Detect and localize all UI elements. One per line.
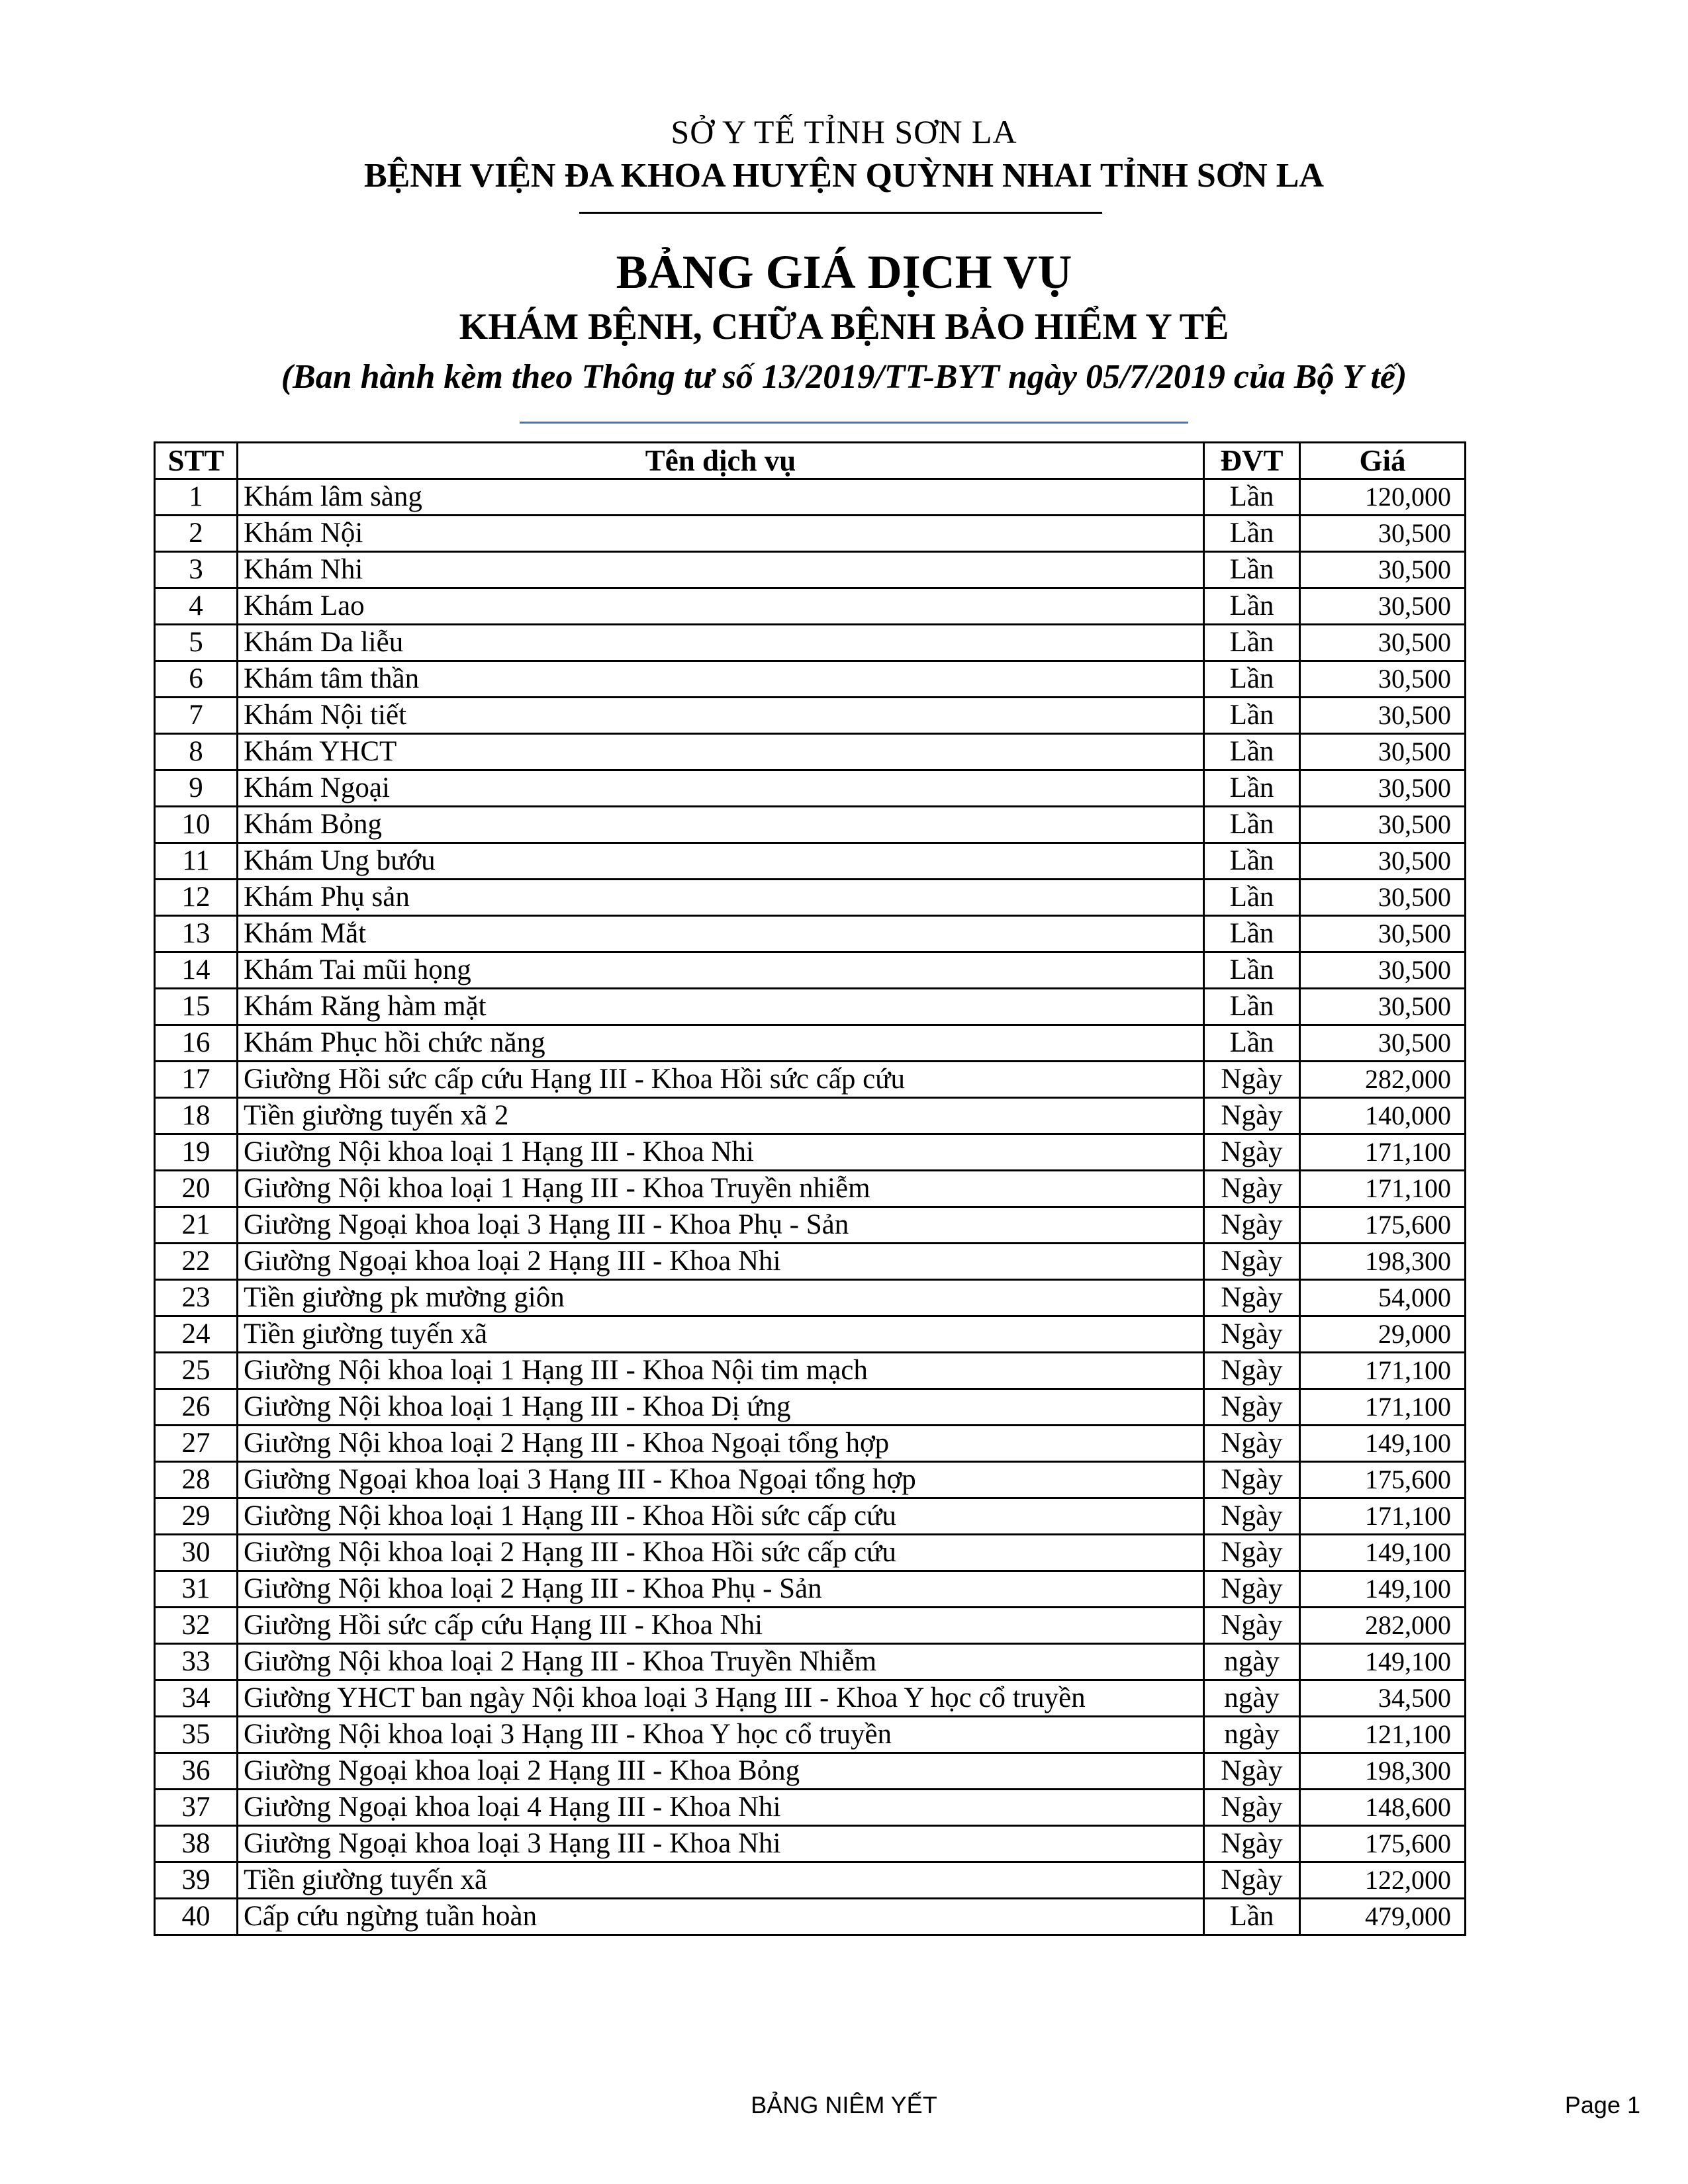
cell-service-name: Giường Hồi sức cấp cứu Hạng III - Khoa Hồi sức cấp cứu — [238, 1062, 1204, 1098]
cell-service-name: Khám Da liễu — [238, 625, 1204, 661]
cell-stt: 27 — [155, 1426, 238, 1462]
table-row — [155, 479, 1466, 516]
cell-price: 175,600 — [1300, 1207, 1466, 1244]
cell-unit: Lần — [1204, 770, 1300, 807]
cell-price: 30,500 — [1300, 661, 1466, 698]
cell-price: 30,500 — [1300, 552, 1466, 588]
cell-price: 30,500 — [1300, 698, 1466, 734]
table-row — [155, 989, 1466, 1025]
cell-service-name: Giường YHCT ban ngày Nội khoa loại 3 Hạng III - Khoa Y học cổ truyền — [238, 1680, 1204, 1717]
cell-unit: Lần — [1204, 880, 1300, 916]
cell-service-name: Khám Phục hồi chức năng — [238, 1025, 1204, 1062]
cell-price: 30,500 — [1300, 880, 1466, 916]
table-row — [155, 698, 1466, 734]
cell-service-name: Tiền giường tuyến xã — [238, 1316, 1204, 1353]
cell-stt: 36 — [155, 1753, 238, 1790]
cell-unit: Ngày — [1204, 1753, 1300, 1790]
cell-service-name: Tiền giường tuyến xã — [238, 1862, 1204, 1899]
table-row — [155, 1826, 1466, 1862]
cell-unit: Ngày — [1204, 1426, 1300, 1462]
cell-stt: 19 — [155, 1134, 238, 1171]
cell-price: 171,100 — [1300, 1134, 1466, 1171]
cell-stt: 20 — [155, 1171, 238, 1207]
cell-stt: 39 — [155, 1862, 238, 1899]
cell-service-name: Tiền giường pk mường giôn — [238, 1280, 1204, 1316]
table-row — [155, 1790, 1466, 1826]
table-row — [155, 1899, 1466, 1935]
table-row — [155, 625, 1466, 661]
cell-stt: 34 — [155, 1680, 238, 1717]
cell-price: 175,600 — [1300, 1826, 1466, 1862]
cell-price: 122,000 — [1300, 1862, 1466, 1899]
cell-price: 140,000 — [1300, 1098, 1466, 1134]
cell-unit: Ngày — [1204, 1134, 1300, 1171]
column-header-name: Tên dịch vụ — [238, 443, 1204, 479]
table-row — [155, 1207, 1466, 1244]
cell-stt: 29 — [155, 1498, 238, 1535]
cell-price: 30,500 — [1300, 843, 1466, 880]
table-row — [155, 1535, 1466, 1571]
cell-stt: 24 — [155, 1316, 238, 1353]
department-name: SỞ Y TẾ TỈNH SƠN LA — [671, 113, 1017, 150]
cell-stt: 30 — [155, 1535, 238, 1571]
table-row — [155, 1244, 1466, 1280]
cell-service-name: Khám Lao — [238, 588, 1204, 625]
cell-service-name: Khám Nội — [238, 516, 1204, 552]
cell-unit: Lần — [1204, 807, 1300, 843]
table-body — [155, 479, 1466, 1935]
table-row — [155, 952, 1466, 989]
cell-price: 30,500 — [1300, 625, 1466, 661]
cell-unit: Ngày — [1204, 1207, 1300, 1244]
table-row — [155, 661, 1466, 698]
cell-unit: ngày — [1204, 1680, 1300, 1717]
cell-price: 30,500 — [1300, 916, 1466, 952]
cell-service-name: Khám lâm sàng — [238, 479, 1204, 516]
cell-unit: Ngày — [1204, 1826, 1300, 1862]
cell-unit: Ngày — [1204, 1535, 1300, 1571]
cell-unit: ngày — [1204, 1717, 1300, 1753]
cell-stt: 9 — [155, 770, 238, 807]
cell-unit: Lần — [1204, 516, 1300, 552]
cell-price: 171,100 — [1300, 1389, 1466, 1426]
cell-price: 149,100 — [1300, 1535, 1466, 1571]
cell-service-name: Giường Hồi sức cấp cứu Hạng III - Khoa Nhi — [238, 1608, 1204, 1644]
cell-stt: 17 — [155, 1062, 238, 1098]
legal-basis: (Ban hành kèm theo Thông tư số 13/2019/TT-BYT ngày 05/7/2019 của Bộ Y tế) — [281, 358, 1407, 396]
table-row — [155, 1062, 1466, 1098]
column-header-unit: ĐVT — [1204, 443, 1300, 479]
cell-stt: 28 — [155, 1462, 238, 1498]
cell-stt: 11 — [155, 843, 238, 880]
cell-unit: Ngày — [1204, 1790, 1300, 1826]
cell-service-name: Giường Ngoại khoa loại 4 Hạng III - Khoa Nhi — [238, 1790, 1204, 1826]
cell-service-name: Giường Ngoại khoa loại 2 Hạng III - Khoa Nhi — [238, 1244, 1204, 1280]
cell-price: 171,100 — [1300, 1498, 1466, 1535]
cell-price: 30,500 — [1300, 588, 1466, 625]
cell-service-name: Cấp cứu ngừng tuần hoàn — [238, 1899, 1204, 1935]
table-row — [155, 1098, 1466, 1134]
cell-service-name: Giường Nội khoa loại 2 Hạng III - Khoa Ngoại tổng hợp — [238, 1426, 1204, 1462]
title-divider — [520, 422, 1188, 424]
table-row — [155, 1316, 1466, 1353]
cell-stt: 14 — [155, 952, 238, 989]
cell-price: 54,000 — [1300, 1280, 1466, 1316]
cell-stt: 3 — [155, 552, 238, 588]
cell-service-name: Giường Nội khoa loại 2 Hạng III - Khoa Phụ - Sản — [238, 1571, 1204, 1608]
cell-price: 479,000 — [1300, 1899, 1466, 1935]
cell-service-name: Giường Nội khoa loại 1 Hạng III - Khoa Truyền nhiễm — [238, 1171, 1204, 1207]
table-row — [155, 516, 1466, 552]
cell-service-name: Giường Nội khoa loại 2 Hạng III - Khoa Hồi sức cấp cứu — [238, 1535, 1204, 1571]
cell-stt: 37 — [155, 1790, 238, 1826]
cell-service-name: Giường Ngoại khoa loại 3 Hạng III - Khoa Ngoại tổng hợp — [238, 1462, 1204, 1498]
cell-price: 171,100 — [1300, 1353, 1466, 1389]
table-row — [155, 1353, 1466, 1389]
page-number: Page 1 — [1564, 2091, 1640, 2118]
table-row — [155, 552, 1466, 588]
table-row — [155, 1644, 1466, 1680]
cell-stt: 35 — [155, 1717, 238, 1753]
cell-unit: Lần — [1204, 734, 1300, 770]
cell-stt: 18 — [155, 1098, 238, 1134]
cell-price: 198,300 — [1300, 1753, 1466, 1790]
cell-unit: ngày — [1204, 1644, 1300, 1680]
cell-unit: Ngày — [1204, 1862, 1300, 1899]
cell-service-name: Giường Nội khoa loại 1 Hạng III - Khoa Nhi — [238, 1134, 1204, 1171]
cell-stt: 12 — [155, 880, 238, 916]
cell-stt: 33 — [155, 1644, 238, 1680]
cell-unit: Lần — [1204, 479, 1300, 516]
table-row — [155, 843, 1466, 880]
table-row — [155, 1426, 1466, 1462]
cell-stt: 40 — [155, 1899, 238, 1935]
table-row — [155, 588, 1466, 625]
cell-price: 30,500 — [1300, 516, 1466, 552]
cell-stt: 23 — [155, 1280, 238, 1316]
table-row — [155, 770, 1466, 807]
cell-stt: 16 — [155, 1025, 238, 1062]
cell-price: 149,100 — [1300, 1644, 1466, 1680]
cell-stt: 8 — [155, 734, 238, 770]
table-row — [155, 1498, 1466, 1535]
cell-unit: Lần — [1204, 1899, 1300, 1935]
table-row — [155, 1862, 1466, 1899]
cell-unit: Ngày — [1204, 1316, 1300, 1353]
table-header-row — [155, 443, 1466, 479]
cell-unit: Ngày — [1204, 1244, 1300, 1280]
cell-unit: Lần — [1204, 552, 1300, 588]
cell-stt: 5 — [155, 625, 238, 661]
cell-unit: Ngày — [1204, 1062, 1300, 1098]
column-header-price: Giá — [1300, 443, 1466, 479]
cell-service-name: Khám Mắt — [238, 916, 1204, 952]
cell-unit: Lần — [1204, 698, 1300, 734]
hospital-name: BỆNH VIỆN ĐA KHOA HUYỆN QUỲNH NHAI TỈNH SƠN LA — [364, 157, 1324, 195]
cell-price: 282,000 — [1300, 1608, 1466, 1644]
cell-stt: 15 — [155, 989, 238, 1025]
table-row — [155, 1025, 1466, 1062]
table-row — [155, 1171, 1466, 1207]
cell-price: 30,500 — [1300, 734, 1466, 770]
cell-unit: Ngày — [1204, 1389, 1300, 1426]
page-title: BẢNG GIÁ DỊCH VỤ — [616, 246, 1072, 298]
cell-service-name: Khám Nhi — [238, 552, 1204, 588]
table-row — [155, 1608, 1466, 1644]
cell-price: 30,500 — [1300, 989, 1466, 1025]
cell-unit: Lần — [1204, 989, 1300, 1025]
cell-stt: 26 — [155, 1389, 238, 1426]
cell-stt: 1 — [155, 479, 238, 516]
table-row — [155, 1717, 1466, 1753]
cell-price: 198,300 — [1300, 1244, 1466, 1280]
price-table — [154, 441, 1466, 1936]
cell-unit: Lần — [1204, 843, 1300, 880]
cell-service-name: Giường Nội khoa loại 1 Hạng III - Khoa Hồi sức cấp cứu — [238, 1498, 1204, 1535]
cell-stt: 13 — [155, 916, 238, 952]
cell-service-name: Giường Ngoại khoa loại 3 Hạng III - Khoa Phụ - Sản — [238, 1207, 1204, 1244]
cell-price: 30,500 — [1300, 1025, 1466, 1062]
table-row — [155, 1571, 1466, 1608]
cell-unit: Ngày — [1204, 1498, 1300, 1535]
table-row — [155, 916, 1466, 952]
cell-stt: 6 — [155, 661, 238, 698]
table-row — [155, 1462, 1466, 1498]
cell-price: 148,600 — [1300, 1790, 1466, 1826]
cell-unit: Lần — [1204, 625, 1300, 661]
footer-label: BẢNG NIÊM YẾT — [751, 2091, 937, 2118]
table-row — [155, 880, 1466, 916]
cell-service-name: Khám Nội tiết — [238, 698, 1204, 734]
cell-service-name: Khám Ung bướu — [238, 843, 1204, 880]
cell-stt: 2 — [155, 516, 238, 552]
table-row — [155, 1134, 1466, 1171]
cell-stt: 4 — [155, 588, 238, 625]
cell-service-name: Giường Nội khoa loại 2 Hạng III - Khoa Truyền Nhiễm — [238, 1644, 1204, 1680]
cell-service-name: Giường Nội khoa loại 1 Hạng III - Khoa Nội tim mạch — [238, 1353, 1204, 1389]
cell-service-name: Khám tâm thần — [238, 661, 1204, 698]
cell-unit: Lần — [1204, 916, 1300, 952]
table-row — [155, 1680, 1466, 1717]
cell-price: 30,500 — [1300, 952, 1466, 989]
cell-price: 175,600 — [1300, 1462, 1466, 1498]
cell-price: 171,100 — [1300, 1171, 1466, 1207]
cell-stt: 21 — [155, 1207, 238, 1244]
cell-service-name: Khám Răng hàm mặt — [238, 989, 1204, 1025]
cell-price: 30,500 — [1300, 807, 1466, 843]
cell-service-name: Khám Phụ sản — [238, 880, 1204, 916]
cell-stt: 38 — [155, 1826, 238, 1862]
cell-price: 282,000 — [1300, 1062, 1466, 1098]
cell-unit: Lần — [1204, 661, 1300, 698]
cell-stt: 22 — [155, 1244, 238, 1280]
table-row — [155, 807, 1466, 843]
cell-unit: Ngày — [1204, 1353, 1300, 1389]
cell-unit: Ngày — [1204, 1171, 1300, 1207]
cell-price: 29,000 — [1300, 1316, 1466, 1353]
column-header-stt: STT — [155, 443, 238, 479]
cell-price: 149,100 — [1300, 1426, 1466, 1462]
page-subtitle: KHÁM BỆNH, CHỮA BỆNH BẢO HIỂM Y TÊ — [459, 306, 1229, 347]
cell-price: 121,100 — [1300, 1717, 1466, 1753]
cell-service-name: Khám Bỏng — [238, 807, 1204, 843]
cell-stt: 32 — [155, 1608, 238, 1644]
cell-unit: Ngày — [1204, 1608, 1300, 1644]
cell-service-name: Giường Ngoại khoa loại 2 Hạng III - Khoa Bỏng — [238, 1753, 1204, 1790]
cell-service-name: Khám Ngoại — [238, 770, 1204, 807]
cell-service-name: Khám Tai mũi họng — [238, 952, 1204, 989]
cell-stt: 10 — [155, 807, 238, 843]
header-divider — [579, 212, 1102, 214]
cell-service-name: Giường Ngoại khoa loại 3 Hạng III - Khoa Nhi — [238, 1826, 1204, 1862]
table-row — [155, 1753, 1466, 1790]
cell-service-name: Giường Nội khoa loại 1 Hạng III - Khoa Dị ứng — [238, 1389, 1204, 1426]
cell-price: 30,500 — [1300, 770, 1466, 807]
cell-service-name: Giường Nội khoa loại 3 Hạng III - Khoa Y học cổ truyền — [238, 1717, 1204, 1753]
cell-service-name: Khám YHCT — [238, 734, 1204, 770]
table-row — [155, 1389, 1466, 1426]
cell-price: 34,500 — [1300, 1680, 1466, 1717]
cell-price: 120,000 — [1300, 479, 1466, 516]
cell-unit: Ngày — [1204, 1098, 1300, 1134]
cell-unit: Ngày — [1204, 1462, 1300, 1498]
cell-price: 149,100 — [1300, 1571, 1466, 1608]
table-row — [155, 1280, 1466, 1316]
cell-unit: Ngày — [1204, 1571, 1300, 1608]
table-row — [155, 734, 1466, 770]
cell-stt: 7 — [155, 698, 238, 734]
cell-service-name: Tiền giường tuyến xã 2 — [238, 1098, 1204, 1134]
cell-unit: Ngày — [1204, 1280, 1300, 1316]
cell-stt: 31 — [155, 1571, 238, 1608]
cell-stt: 25 — [155, 1353, 238, 1389]
cell-unit: Lần — [1204, 588, 1300, 625]
cell-unit: Lần — [1204, 952, 1300, 989]
cell-unit: Lần — [1204, 1025, 1300, 1062]
